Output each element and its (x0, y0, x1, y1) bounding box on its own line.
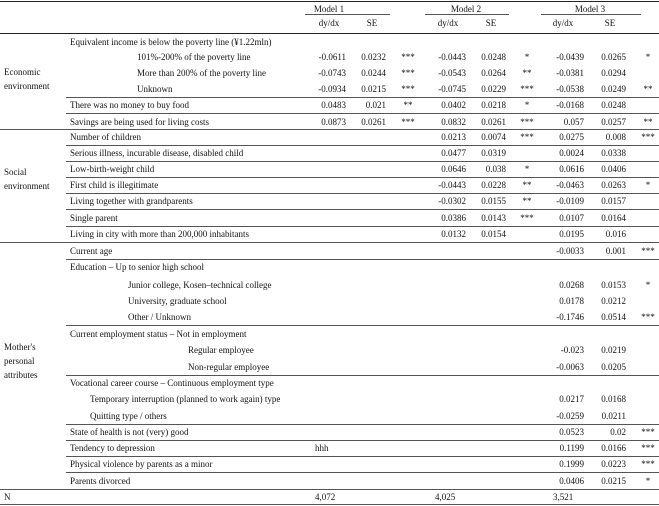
m3-se-cell: 0.0168 (601, 394, 626, 404)
row-label: Serious illness, incurable disease, disabled child (70, 148, 244, 158)
m3-dydx-cell: 0.057 (563, 117, 584, 127)
m3-dydx-cell: -0.0463 (556, 180, 584, 190)
m3-dydx-cell: 0.0024 (559, 148, 584, 158)
m3-se-cell: 0.0223 (601, 459, 626, 469)
sep-under-grandparents (66, 209, 659, 210)
bottom-rule (0, 504, 659, 505)
group-label-line: Economic (4, 67, 41, 77)
m2-dydx-cell: 0.0386 (441, 213, 466, 223)
m3-se-cell: 0.0219 (601, 345, 626, 355)
m3-dydx-cell: -0.0538 (556, 84, 584, 94)
m3-dydx-cell: -0.0063 (556, 362, 584, 372)
m2-sig-cell: *** (520, 84, 534, 94)
m1-dydx-cell: 4,072 (315, 492, 336, 502)
m3-se-cell: 0.0338 (601, 148, 626, 158)
m3-dydx-cell: 0.0195 (559, 229, 584, 239)
m3-se-cell: 0.0248 (601, 100, 626, 110)
row-label: Living in city with more than 200,000 inhabitants (70, 229, 249, 239)
sep-mother-end (0, 489, 659, 490)
m3-dydx-cell: -0.0381 (556, 68, 584, 78)
group-label-line: personal (4, 355, 35, 366)
row-label: Regular employee (188, 345, 254, 355)
m3-sig-cell: ** (643, 84, 653, 94)
m1-sig-cell: *** (401, 117, 415, 127)
group-mothers-attributes (4, 341, 38, 383)
m1-se-cell: 0.021 (365, 100, 386, 110)
sep-under-violence (66, 472, 659, 473)
row-label: Low-birth-weight child (70, 164, 155, 174)
m3-sig-cell: *** (641, 443, 655, 453)
m3-dydx-cell: 0.0178 (559, 296, 584, 306)
model-3-header: Model 3 (574, 4, 606, 14)
row-label: Parents divorced (70, 476, 131, 486)
m2-dydx-cell: -0.0302 (438, 196, 466, 206)
m2-dydx-cell: 0.0646 (441, 164, 466, 174)
m2-se-cell: 0.0319 (481, 148, 506, 158)
m3-dydx-cell: -0.023 (560, 345, 584, 355)
m2-se-cell: 0.0264 (481, 68, 506, 78)
row-label: University, graduate school (128, 296, 227, 306)
m1-dydx-cell: -0.0743 (318, 68, 346, 78)
m2-dydx-header: dy/dx (437, 18, 459, 28)
model-3-underline (541, 14, 641, 15)
m1-sig-cell: *** (401, 84, 415, 94)
sep-economic-end (0, 129, 659, 130)
m3-se-cell: 0.008 (605, 132, 626, 142)
row-label: More than 200% of the poverty line (137, 68, 266, 78)
m3-sig-cell: * (645, 180, 651, 190)
model-2-header: Model 2 (450, 4, 482, 14)
row-label: N (4, 492, 11, 502)
m2-se-cell: 0.0155 (481, 196, 506, 206)
model-1-underline (305, 14, 390, 15)
row-label: Living together with grandparents (70, 196, 193, 206)
m1-dydx-cell: 0.0483 (321, 100, 346, 110)
m3-sig-cell: *** (641, 312, 655, 322)
m2-sig-cell: *** (520, 132, 534, 142)
m1-dydx-cell: hhh (315, 443, 329, 453)
row-label: Tendency to depression (70, 443, 155, 453)
m1-dydx-cell: 0.0873 (321, 117, 346, 127)
row-label: Junior college, Kosen–technical college (128, 280, 272, 290)
row-label: Vocational career course – Continuous employment type (70, 378, 274, 388)
m2-se-cell: 0.0248 (481, 52, 506, 62)
m2-se-cell: 0.0218 (481, 100, 506, 110)
row-label: Quitting type / others (90, 411, 167, 421)
m2-se-header: SE (485, 18, 497, 28)
m3-se-cell: 0.016 (605, 229, 626, 239)
m2-se-cell: 0.0229 (481, 84, 506, 94)
row-label: Temporary interruption (planned to work again) type (90, 394, 281, 404)
m3-sig-cell: * (645, 280, 651, 290)
m3-dydx-cell: 0.1999 (559, 459, 584, 469)
m3-dydx-cell: -0.0168 (556, 100, 584, 110)
group-label-line: Social (4, 167, 27, 177)
m3-sig-cell: * (645, 476, 651, 486)
m2-sig-cell: *** (520, 213, 534, 223)
model-2-underline (425, 14, 509, 15)
m2-se-cell: 0.0154 (481, 229, 506, 239)
sep-under-poverty-block (66, 97, 659, 98)
m3-dydx-cell: 0.0406 (559, 476, 584, 486)
m1-dydx-cell: -0.0611 (318, 52, 346, 62)
m3-dydx-cell: 0.0217 (559, 394, 584, 404)
m3-dydx-header: dy/dx (552, 18, 574, 28)
group-label-line: environment (4, 80, 50, 91)
sep-under-illness (66, 161, 659, 162)
m2-dydx-cell: -0.0745 (438, 84, 466, 94)
sep-under-single-parent (66, 226, 659, 227)
m3-se-cell: 0.0263 (601, 180, 626, 190)
m3-se-cell: 0.0406 (601, 164, 626, 174)
m2-se-cell: 0.0074 (481, 132, 506, 142)
m3-se-cell: 0.0257 (601, 117, 626, 127)
m3-se-cell: 0.0153 (601, 280, 626, 290)
row-label: Current employment status – Not in employment (70, 329, 247, 339)
m3-se-cell: 0.02 (610, 427, 626, 437)
group-label-line: environment (4, 180, 50, 191)
m2-sig-cell: *** (520, 117, 534, 127)
m3-dydx-cell: -0.1746 (556, 312, 584, 322)
sep-under-children (66, 145, 659, 146)
group-social-environment (4, 166, 50, 194)
m3-se-cell: 0.0205 (601, 362, 626, 372)
group-label-line: Mother's (4, 342, 36, 352)
m3-dydx-cell: 3,521 (553, 492, 574, 502)
m3-se-cell: 0.0215 (601, 476, 626, 486)
m1-sig-cell: ** (403, 100, 413, 110)
sep-social-end (0, 242, 659, 243)
row-label: Single parent (70, 213, 118, 223)
m2-sig-cell: * (524, 100, 530, 110)
m1-se-cell: 0.0261 (361, 117, 386, 127)
m3-sig-cell: *** (641, 132, 655, 142)
m1-se-cell: 0.0244 (361, 68, 386, 78)
m3-sig-cell: *** (641, 427, 655, 437)
m3-se-cell: 0.0249 (601, 84, 626, 94)
sep-under-current-age (66, 259, 659, 260)
m1-sig-cell: *** (401, 68, 415, 78)
m2-dydx-cell: 0.0402 (441, 100, 466, 110)
m3-se-header: SE (604, 18, 616, 28)
row-label: 101%-200% of the poverty line (137, 52, 251, 62)
row-label: First child is illegitimate (70, 180, 159, 190)
m3-se-cell: 0.0164 (601, 213, 626, 223)
m3-dydx-cell: -0.0439 (556, 52, 584, 62)
m3-dydx-cell: 0.0268 (559, 280, 584, 290)
top-rule (0, 1, 659, 2)
m3-se-cell: 0.001 (605, 246, 626, 256)
m2-dydx-cell: 0.0132 (441, 229, 466, 239)
row-label: Non-regular employee (188, 362, 270, 372)
m2-dydx-cell: -0.0443 (438, 180, 466, 190)
m3-dydx-cell: 0.1199 (559, 443, 584, 453)
m3-dydx-cell: 0.0107 (559, 213, 584, 223)
m3-se-cell: 0.0294 (601, 68, 626, 78)
row-label: Savings are being used for living costs (70, 117, 209, 127)
sep-under-lbw (66, 177, 659, 178)
m2-dydx-cell: 0.0213 (441, 132, 466, 142)
m3-sig-cell: * (645, 52, 651, 62)
m3-dydx-cell: -0.0033 (556, 246, 584, 256)
sep-under-health (66, 440, 659, 441)
sep-under-illegitimate (66, 193, 659, 194)
m3-sig-cell: ** (643, 117, 653, 127)
m3-se-cell: 0.0212 (601, 296, 626, 306)
m3-se-cell: 0.0211 (601, 411, 626, 421)
m3-sig-cell: *** (641, 246, 655, 256)
sep-under-no-money (66, 113, 659, 114)
m3-dydx-cell: 0.0523 (559, 427, 584, 437)
m1-dydx-cell: -0.0934 (318, 84, 346, 94)
m2-dydx-cell: 4,025 (435, 492, 456, 502)
m2-se-cell: 0.038 (485, 164, 506, 174)
group-economic-environment (4, 66, 50, 94)
m3-se-cell: 0.0166 (601, 443, 626, 453)
row-label: State of health is not (very) good (70, 427, 189, 437)
m3-dydx-cell: -0.0109 (556, 196, 584, 206)
m3-dydx-cell: -0.0259 (556, 411, 584, 421)
m2-dydx-cell: 0.0832 (441, 117, 466, 127)
row-label: Education – Up to senior high school (70, 262, 204, 272)
row-label: Number of children (70, 132, 141, 142)
m3-se-cell: 0.0514 (601, 312, 626, 322)
m2-sig-cell: * (524, 164, 530, 174)
row-label: Current age (70, 246, 113, 256)
m3-dydx-cell: 0.0616 (559, 164, 584, 174)
row-label: Other / Unknown (128, 312, 191, 322)
row-label: Equivalent income is below the poverty line (¥1.22mln) (70, 37, 272, 47)
model-1-header: Model 1 (313, 4, 345, 14)
sep-under-depression (66, 456, 659, 457)
row-label: Unknown (137, 84, 173, 94)
group-label-line: attributes (4, 369, 38, 380)
m1-sig-cell: *** (401, 52, 415, 62)
m2-se-cell: 0.0261 (481, 117, 506, 127)
m2-sig-cell: ** (522, 180, 532, 190)
m2-se-cell: 0.0228 (481, 180, 506, 190)
m3-se-cell: 0.0265 (601, 52, 626, 62)
m3-sig-cell: *** (641, 459, 655, 469)
row-label: There was no money to buy food (70, 100, 189, 110)
m1-se-header: SE (366, 18, 378, 28)
m2-se-cell: 0.0143 (481, 213, 506, 223)
row-label: Physical violence by parents as a minor (70, 459, 213, 469)
m2-dydx-cell: -0.0543 (438, 68, 466, 78)
sep-under-vocational (66, 424, 659, 425)
m2-sig-cell: * (524, 52, 530, 62)
header-rule (0, 33, 659, 34)
m1-se-cell: 0.0232 (361, 52, 386, 62)
sep-under-employment (66, 375, 659, 376)
m2-dydx-cell: -0.0443 (438, 52, 466, 62)
m2-sig-cell: ** (522, 196, 532, 206)
m3-se-cell: 0.0157 (601, 196, 626, 206)
m1-dydx-header: dy/dx (318, 18, 340, 28)
m1-se-cell: 0.0215 (361, 84, 386, 94)
m3-dydx-cell: 0.0275 (559, 132, 584, 142)
m2-sig-cell: ** (522, 68, 532, 78)
sep-under-education (66, 325, 659, 326)
m2-dydx-cell: 0.0477 (441, 148, 466, 158)
